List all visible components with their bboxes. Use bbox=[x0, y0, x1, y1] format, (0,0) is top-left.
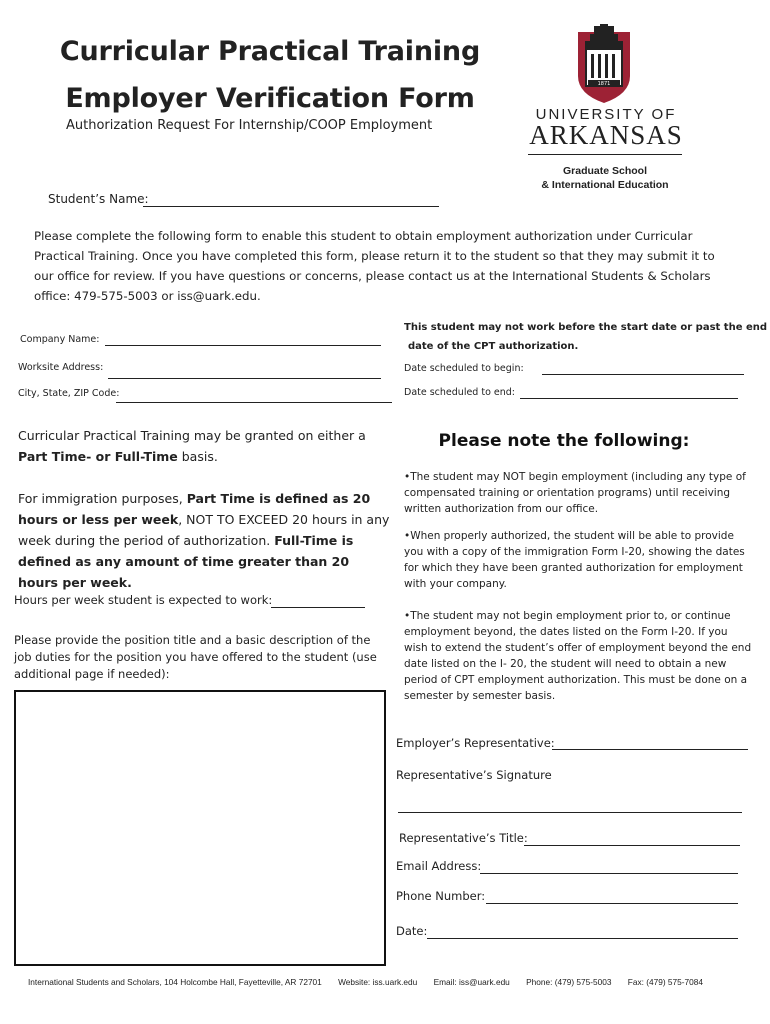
footer-phone: Phone: (479) 575-5003 bbox=[526, 977, 612, 987]
company-name-field[interactable] bbox=[105, 345, 381, 346]
seal-year: 1871 bbox=[597, 81, 611, 87]
cpt-definition-text bbox=[18, 488, 390, 593]
student-name-field[interactable] bbox=[143, 206, 439, 207]
intro-paragraph: Please complete the following form to enable this student to obtain employment authorization under Curricular Practical Training. Once you have completed this form, please return it to the student so that they may submit it to our office for review. If you have questions or concerns, please contact us at the International Students & Scholars office: 479-575-5003 or iss@uark.edu. bbox=[34, 229, 715, 303]
footer bbox=[28, 977, 748, 987]
footer-email: Email: iss@uark.edu bbox=[433, 977, 510, 987]
logo-rule bbox=[528, 154, 682, 155]
logo-department bbox=[530, 164, 680, 192]
note-item-1: •The student may NOT begin employment (including any type of compensated training or orientation programs) until receiving written authorization from our office. bbox=[404, 471, 746, 515]
date-warning-line-2: date of the CPT authorization. bbox=[408, 341, 579, 352]
cpt-definition-a: For immigration purposes, bbox=[18, 491, 187, 506]
email-label: Email Address: bbox=[396, 859, 482, 873]
logo-dept-line-2: & International Education bbox=[541, 179, 669, 191]
hours-per-week-label: Hours per week student is expected to work: bbox=[14, 593, 273, 607]
cpt-definition-d: Full-Time is defined as any amount of time greater than 20 hours per week. bbox=[18, 533, 354, 590]
end-date-field[interactable] bbox=[520, 398, 738, 399]
form-title bbox=[40, 28, 500, 122]
city-state-zip-label: City, State, ZIP Code: bbox=[18, 388, 120, 399]
title-line-1: Curricular Practical Training bbox=[59, 36, 481, 67]
title-line-2: Employer Verification Form bbox=[65, 83, 475, 114]
date-warning-line-1: This student may not work before the start date or past the end bbox=[404, 322, 768, 333]
student-name-label: Student’s Name: bbox=[48, 192, 149, 206]
cpt-basis-text-a: Curricular Practical Training may be granted on either a bbox=[18, 428, 366, 443]
cpt-basis-text bbox=[18, 425, 390, 467]
employer-rep-label: Employer’s Representative: bbox=[396, 736, 555, 750]
cpt-definition-c: , NOT TO EXCEED 20 hours in any week during the period of authorization. bbox=[18, 512, 390, 548]
note-item-3: •The student may not begin employment prior to, or continue employment beyond, the dates listed on the Form I-20. If you wish to extend the student’s offer of employment beyond the end date listed on the I- 20, the student will need to obtain a new period of CPT employment authorization. This must be done on a semester by semester basis. bbox=[404, 610, 752, 702]
rep-title-label: Representative’s Title: bbox=[399, 831, 528, 845]
position-description-box[interactable] bbox=[14, 690, 386, 966]
begin-date-label: Date scheduled to begin: bbox=[404, 363, 524, 374]
employer-rep-field[interactable] bbox=[552, 749, 748, 750]
date-field[interactable] bbox=[427, 938, 738, 939]
company-name-label: Company Name: bbox=[20, 334, 100, 345]
rep-title-field[interactable] bbox=[524, 845, 740, 846]
position-description-prompt: Please provide the position title and a basic description of the job duties for the position you have offered to the student (use additional page if needed): bbox=[14, 633, 377, 681]
university-seal-icon bbox=[576, 24, 632, 104]
logo-arkansas: ARKANSAS bbox=[529, 120, 683, 150]
date-warning bbox=[404, 318, 767, 356]
phone-field[interactable] bbox=[486, 903, 738, 904]
footer-fax: Fax: (479) 575-7084 bbox=[627, 977, 703, 987]
cpt-basis-text-b: Part Time- or Full-Time bbox=[18, 449, 178, 464]
hours-per-week-field[interactable] bbox=[271, 607, 365, 608]
form-subtitle: Authorization Request For Internship/COOP Employment bbox=[66, 118, 433, 133]
footer-website: Website: iss.uark.edu bbox=[338, 977, 418, 987]
phone-label: Phone Number: bbox=[396, 889, 486, 903]
city-state-zip-field[interactable] bbox=[116, 402, 392, 403]
begin-date-field[interactable] bbox=[542, 374, 744, 375]
signature-field[interactable] bbox=[398, 812, 742, 813]
end-date-label: Date scheduled to end: bbox=[404, 387, 516, 398]
signature-label: Representative’s Signature bbox=[396, 768, 552, 782]
notes-heading: Please note the following: bbox=[438, 431, 690, 451]
date-label: Date: bbox=[396, 924, 428, 938]
worksite-address-label: Worksite Address: bbox=[18, 362, 104, 373]
cpt-basis-text-c: basis. bbox=[177, 449, 218, 464]
logo-dept-line-1: Graduate School bbox=[562, 165, 647, 177]
email-field[interactable] bbox=[480, 873, 738, 874]
logo-university-of: UNIVERSITY OF bbox=[535, 106, 677, 123]
note-item-2: •When properly authorized, the student will be able to provide you with a copy of the immigration Form I-20, showing the dates for which they have been granted authorization for employment with your company. bbox=[404, 530, 745, 590]
cpt-definition-b: Part Time is defined as 20 hours or less per week bbox=[18, 491, 371, 527]
worksite-address-field[interactable] bbox=[108, 378, 381, 379]
footer-address: International Students and Scholars, 104 Holcombe Hall, Fayetteville, AR 72701 bbox=[28, 977, 322, 987]
